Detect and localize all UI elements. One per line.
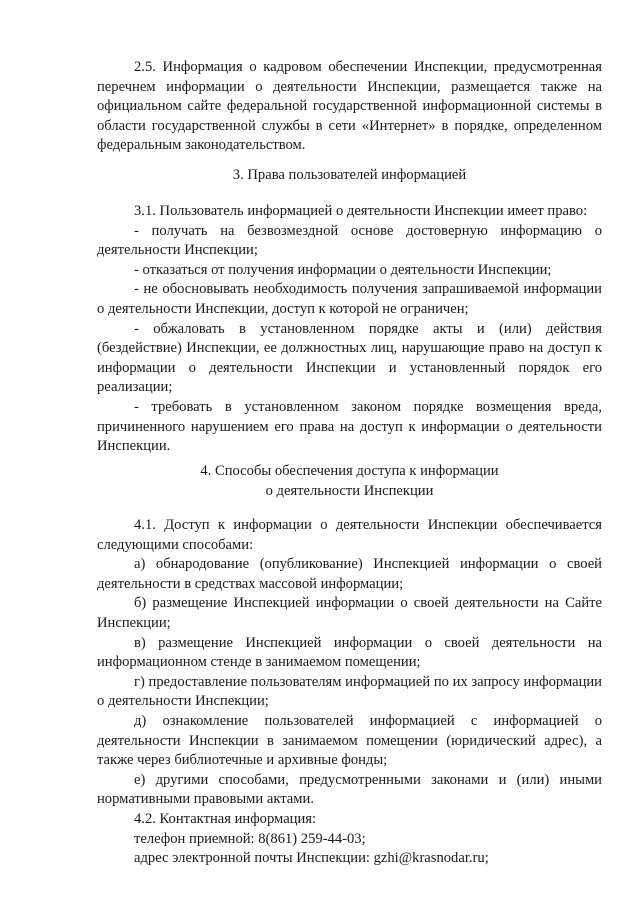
contact-email: адрес электронной почты Инспекции: gzhi@krasnodar.ru; (134, 850, 489, 867)
contact-heading: 4.2. Контактная информация: (134, 810, 317, 827)
section-3-heading: 3. Права пользователей информацией (232, 167, 467, 183)
section-4-body (97, 516, 602, 869)
list-item: д) ознакомление пользователей информацией с информацией о деятельности Инспекции в занимаемом помещении (юридический адрес), а также через библиотечные и архивные фонды; (97, 712, 602, 769)
paragraph-2-5-text: 2.5. Информация о кадровом обеспечении Инспекции, предусмотренная перечнем информации о деятельности Инспекции, размещается также на официальном сайте федеральной государственной информационной системы в области государственной службы в сети «Интернет» в порядке, определенном федеральным законодательством. (97, 59, 602, 154)
list-item: е) другими способами, предусмотренными законами и (или) иными нормативными правовыми актами. (97, 771, 602, 808)
section-3-intro: 3.1. Пользователь информацией о деятельности Инспекции имеет право: (134, 203, 588, 219)
list-item: в) размещение Инспекцией информации о своей деятельности на информационном стенде в занимаемом помещении; (97, 634, 602, 671)
section-3-body (97, 202, 602, 457)
list-item: - отказаться от получения информации о деятельности Инспекции; (134, 261, 552, 278)
section-4-intro: 4.1. Доступ к информации о деятельности Инспекции обеспечивается следующими способами: (97, 517, 602, 553)
section-4-heading-block (97, 462, 602, 501)
contact-phone: телефон приемной: 8(861) 259-44-03; (134, 830, 366, 847)
section-4-heading-line1: 4. Способы обеспечения доступа к информации (200, 463, 499, 479)
paragraph-2-5 (97, 58, 602, 156)
list-item: - не обосновывать необходимость получения запрашиваемой информации о деятельности Инспекции, доступ к которой не ограничен; (97, 281, 602, 317)
list-item: - получать на безвозмездной основе достоверную информацию о деятельности Инспекции; (97, 222, 602, 259)
list-item: г) предоставление пользователям информацией по их запросу информации о деятельности Инспекции; (97, 673, 602, 710)
section-3-heading-block (97, 166, 602, 186)
list-item: - требовать в установленном законом порядке возмещения вреда, причиненного нарушением его права на доступ к информации о деятельности Инспекции. (97, 398, 602, 455)
list-item: - обжаловать в установленном порядке акты и (или) действия (бездействие) Инспекции, ее должностных лиц, нарушающие право на доступ к информации о деятельности Инспекции и установленный порядок его реализации; (97, 320, 602, 396)
section-4-heading-line2: о деятельности Инспекции (265, 482, 434, 499)
list-item: б) размещение Инспекцией информации о своей деятельности на Сайте Инспекции; (97, 595, 602, 631)
list-item: а) обнародование (опубликование) Инспекцией информации о своей деятельности в средствах массовой информации; (97, 556, 602, 592)
